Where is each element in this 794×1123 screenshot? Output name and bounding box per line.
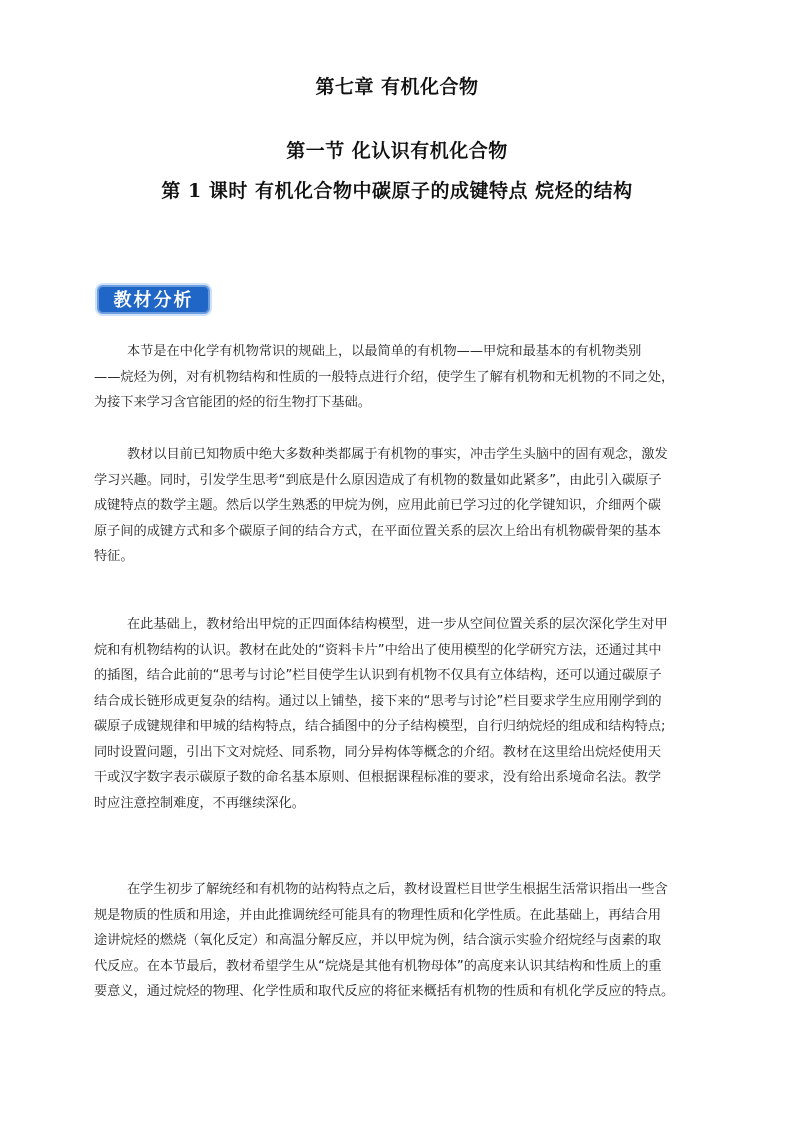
section-title: 第一节 化认识有机化合物 — [286, 140, 508, 162]
textbook-analysis-badge: 教材分析 — [97, 285, 210, 314]
paragraph-line: 干或汉字数字表示碳原子数的命名基本原则、但根据课程标准的要求，没有给出系境命名法。教学 — [94, 770, 662, 785]
paragraph-line: 同时设置问题，引出下文对烷烃、同系物，同分异构体等概念的介绍。教材在这里给出烷烃使用天 — [94, 744, 662, 760]
paragraph-line: 规是物质的性质和用途，并由此推调统经可能具有的物理性质和化学性质。在此基础上，再结合用 — [94, 907, 662, 923]
paragraph-line: 成键特点的数学主题。然后以学生熟悉的甲烷为例，应用此前已学习过的化学键知识，介细两个碳 — [94, 498, 662, 513]
paragraph-3 — [94, 612, 700, 816]
paragraph-4 — [94, 877, 700, 1005]
paragraph-line: 学习兴趣。同时，引发学生思考“到底是什么原因造成了有机物的数量如此紧多”，由此引入碳原子 — [94, 472, 662, 488]
paragraph-line: 的插图，结合此前的“思考与讨论”栏目使学生认识到有机物不仅具有立体结构，还可以通过碳原子 — [94, 668, 662, 683]
paragraph-line: 时应注意控制难度，不再继续深化。 — [94, 795, 305, 811]
paragraph-line: 本节是在中化学有机物常识的规础上，以最简单的有机物——甲烷和最基本的有机物类别 — [127, 344, 642, 359]
paragraph-line: 为接下来学习含官能团的烃的衍生物打下基础。 — [94, 395, 371, 410]
paragraph-line: 途讲烷烃的燃烧（氧化反定）和高温分解反应，并以甲烷为例，结合演示实验介绍烷经与卤素的取 — [94, 933, 662, 948]
paragraph-line: 要意义，通过烷烃的物理、化学性质和取代反应的将征来概括有机物的性质和有机化学反应的特点。 — [94, 984, 675, 999]
paragraph-line: 代反应。在本节最后，教材希望学生从“烷烧是其他有机物母体”的高度来认识其结构和性质上的重 — [94, 958, 662, 974]
paragraph-line: 特征。 — [94, 549, 134, 564]
paragraph-line: 在此基础上，教材给出甲烷的正四面体结构模型，进一步从空间位置关系的层次深化学生对甲 — [127, 617, 668, 632]
paragraph-line: 教材以目前已知物质中绝大多数种类都属于有机物的事实，冲击学生头脑中的固有观念，激发 — [127, 447, 668, 462]
paragraph-line: 结合成长链形成更复杂的结构。通过以上铺垫，接下来的“思考与讨论”栏目要求学生应用刚学到的 — [94, 693, 662, 709]
paragraph-line: 原子间的成键方式和多个碳原子间的结合方式，在平面位置关系的层次上给出有机物碳骨架的基本 — [94, 523, 662, 539]
paragraph-line: 在学生初步了解统经和有机物的站构特点之后，教材设置栏目世学生根据生活常识指出一些含 — [127, 882, 668, 897]
paragraph-1 — [94, 339, 700, 416]
chapter-title: 第七章 有机化合物 — [315, 76, 479, 98]
paragraph-line: 碳原子成键规律和甲城的结构特点，结合插图中的分子结构模型，自行归纳烷烃的组成和结构特点; — [94, 719, 666, 734]
lesson-title: 第 1 课时 有机化合物中碳原子的成键特点 烷烃的结构 — [161, 180, 633, 202]
paragraph-line: 烷和有机物结构的认识。教材在此处的“资料卡片”中给出了使用模型的化学研究方法，还通过其中 — [94, 642, 662, 658]
paragraph-2 — [94, 442, 700, 570]
paragraph-line: ——烷烃为例，对有机物结构和性质的一般特点进行介绍，使学生了解有机物和无机物的不同之处， — [94, 369, 675, 385]
